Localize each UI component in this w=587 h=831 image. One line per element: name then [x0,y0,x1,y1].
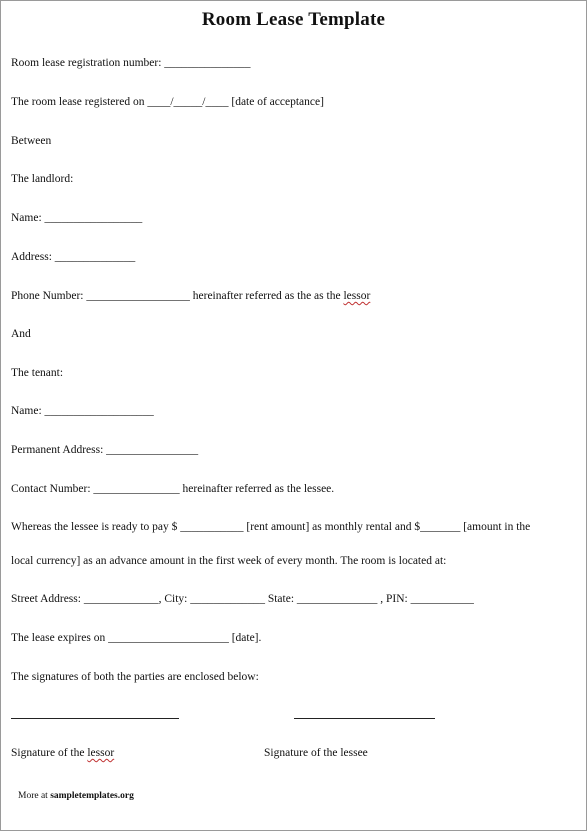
footer [18,791,134,801]
tenant-contact-line: Contact Number: _______________ hereinafter referred as the lessee. [11,483,335,495]
lessee-signature-label: Signature of the lessee [264,747,368,759]
tenant-name-line: Name: ___________________ [11,405,154,417]
landlord-name-line: Name: _________________ [11,212,143,224]
lessor-signature-text: Signature of the [11,747,88,759]
lessor-signature-line [11,718,179,719]
and-line: And [11,328,31,340]
street-address-line: Street Address: _____________, City: _____________ State: ______________ , PIN: ___________ [11,593,474,605]
landlord-phone-text: Phone Number: __________________ hereinafter referred as the as the [11,290,344,302]
lessor-signature-word: lessor [87,747,115,759]
landlord-phone-line [11,289,370,303]
registration-number-line: Room lease registration number: _______________ [11,57,251,69]
landlord-heading: The landlord: [11,173,74,185]
whereas-line-2: local currency] as an advance amount in the first week of every month. The room is located at: [11,555,447,567]
lessor-signature-label [11,746,114,760]
whereas-line-1: Whereas the lessee is ready to pay $ ___________ [rent amount] as monthly rental and $_______ [amount in the [11,521,531,533]
lessor-word: lessor [343,290,371,302]
tenant-address-line: Permanent Address: ________________ [11,444,199,456]
signatures-intro-line: The signatures of both the parties are enclosed below: [11,671,259,683]
footer-prefix: More at [18,791,51,801]
lease-expires-line: The lease expires on _____________________ [date]. [11,632,262,644]
tenant-heading: The tenant: [11,367,64,379]
document-title: Room Lease Template [201,9,386,30]
registered-on-line: The room lease registered on ____/_____/____ [date of acceptance] [11,96,324,108]
lessee-signature-line [294,718,435,719]
landlord-address-line: Address: ______________ [11,251,136,263]
between-line: Between [11,135,52,147]
footer-site-link[interactable]: sampletemplates.org [50,791,134,801]
